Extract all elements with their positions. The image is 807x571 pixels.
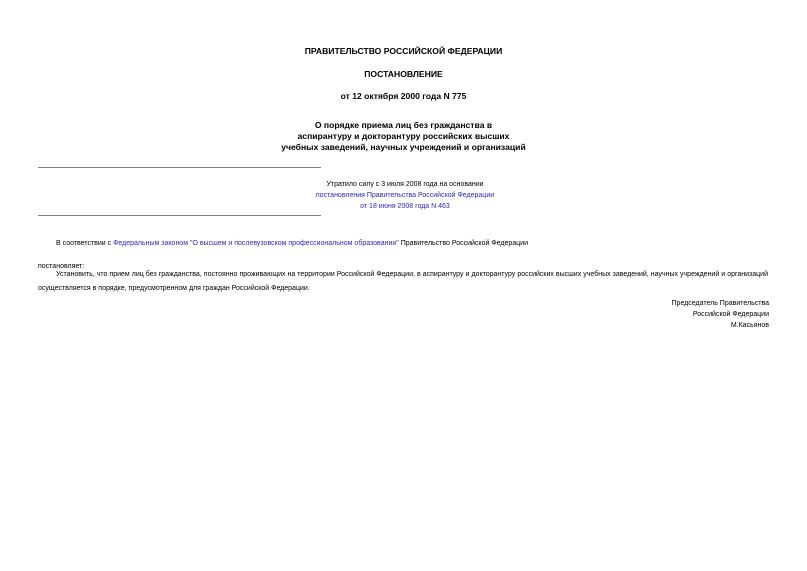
expiry-note-text: Утратило силу с 3 июля 2008 года на основании bbox=[326, 181, 484, 188]
expiry-note-link-line-1[interactable] bbox=[300, 190, 510, 201]
title-line-3: учебных заведений, научных учреждений и организаций bbox=[281, 142, 526, 152]
signature-title-line-1: Председатель Правительства bbox=[671, 300, 769, 307]
top-divider bbox=[38, 167, 321, 168]
intro-prefix: В соответствии с bbox=[56, 240, 114, 247]
repeal-decree-link[interactable]: постановления Правительства Российской Федерации bbox=[315, 192, 495, 199]
intro-suffix: Правительство Российской Федерации bbox=[398, 240, 528, 247]
expiry-note-link-line-2[interactable] bbox=[300, 201, 510, 212]
repeal-decree-date-link[interactable]: от 18 июня 2008 года N 463 bbox=[360, 203, 450, 210]
title-line-2: аспирантуру и докторантуру российских высших bbox=[297, 131, 510, 141]
title-line-1: О порядке приема лиц без гражданства в bbox=[314, 120, 493, 130]
signature-name: М.Касьянов bbox=[730, 322, 769, 329]
doc-type-heading: ПОСТАНОВЛЕНИЕ bbox=[364, 69, 443, 79]
main-paragraph: Установить, что прием лиц без гражданства, постоянно проживающих на территории Российской Федерации, в аспирантуру и докторантуру российских высших учебных заведений, научных учреждений и организаций осуществляется в порядке, предусмотренном для граждан Российской Федерации. bbox=[38, 271, 768, 292]
intro-paragraph bbox=[56, 238, 528, 249]
federal-law-link[interactable]: Федеральным законом "О высшем и послевузовском профессиональном образовании" bbox=[113, 240, 399, 247]
signature-title-line-2: Российской Федерации bbox=[692, 311, 769, 318]
bottom-divider bbox=[38, 215, 321, 216]
decree-word: постановляет: bbox=[38, 263, 85, 270]
government-heading: ПРАВИТЕЛЬСТВО РОССИЙСКОЙ ФЕДЕРАЦИИ bbox=[304, 46, 503, 56]
date-number-heading: от 12 октября 2000 года N 775 bbox=[340, 91, 467, 101]
